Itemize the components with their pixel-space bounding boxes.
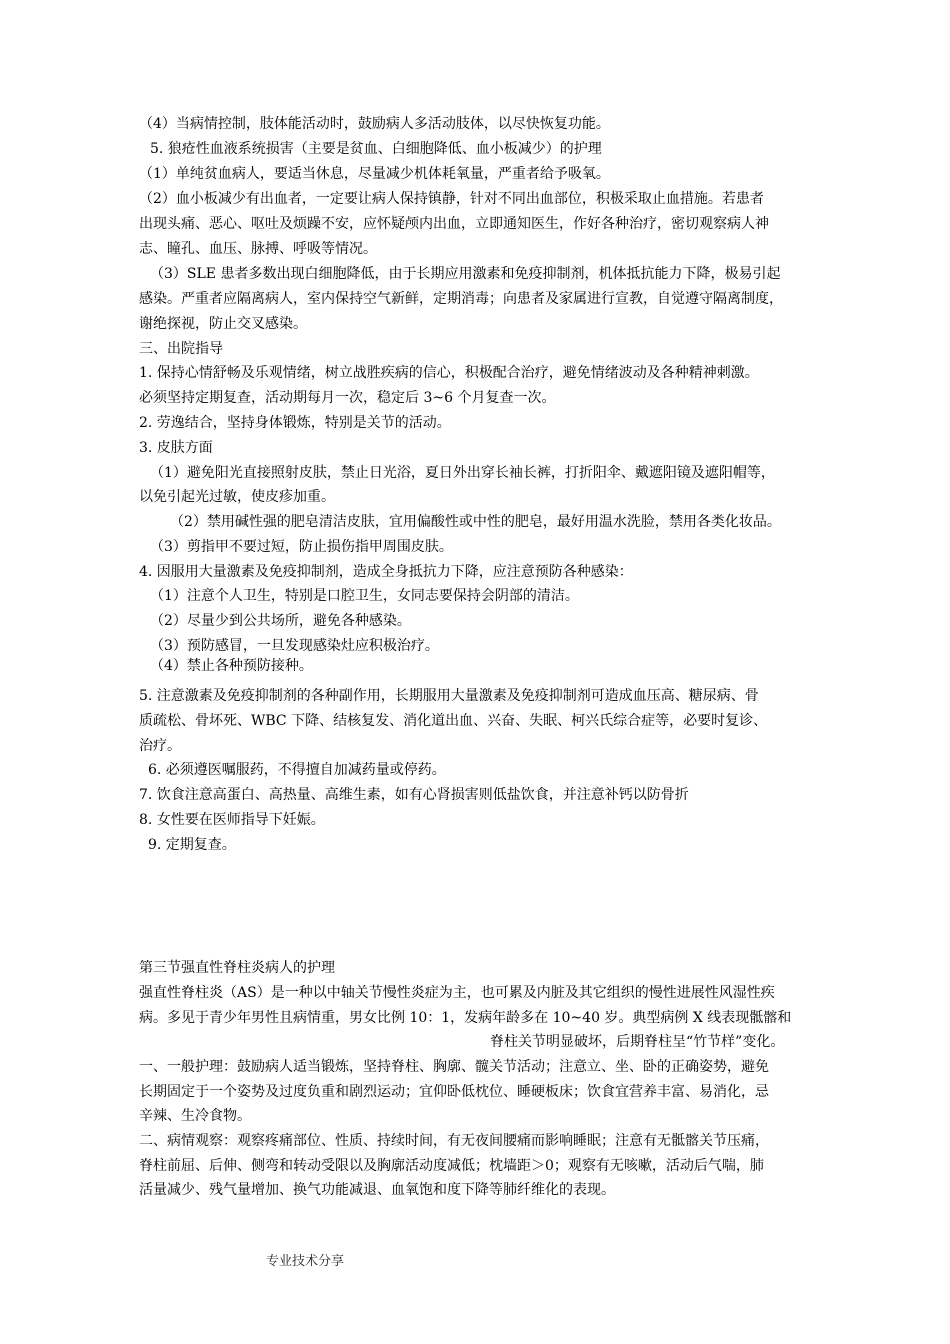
text-line: 5. 狼疮性血液系统损害（主要是贫血、白细胞降低、血小板减少）的护理 (150, 141, 602, 157)
section-title: 第三节强直性脊柱炎病人的护理 (139, 960, 335, 976)
text-line: 3. 皮肤方面 (139, 440, 213, 456)
text-line: 7. 饮食注意高蛋白、高热量、高维生素，如有心肾损害则低盐饮食，并注意补钙以防骨折 (139, 787, 689, 803)
text-line: 谢绝探视，防止交叉感染。 (139, 316, 307, 332)
text-line: 必须坚持定期复查，活动期每月一次，稳定后 3~6 个月复查一次。 (139, 390, 556, 406)
text-line: （2）血小板减少有出血者，一定要让病人保持镇静，针对不同出血部位，积极采取止血措施。若患者 (139, 191, 764, 207)
text-line: 治疗。 (139, 738, 181, 754)
text-line: （4）禁止各种预防接种。 (150, 658, 313, 674)
text-line: （1）注意个人卫生，特别是口腔卫生，女同志要保持会阴部的清洁。 (150, 588, 579, 604)
text-line: （3）SLE 患者多数出现白细胞降低，由于长期应用激素和免疫抑制剂，机体抵抗能力下降，极易引起 (150, 266, 781, 282)
text-line: 志、瞳孔、血压、脉搏、呼吸等情况。 (139, 241, 377, 257)
text-line: 辛辣、生冷食物。 (139, 1108, 251, 1124)
text-line: 一、一般护理：鼓励病人适当锻炼，坚持脊柱、胸廓、髋关节活动；注意立、坐、卧的正确姿势，避免 (139, 1059, 769, 1075)
text-line: 6. 必须遵医嘱服药，不得擅自加减药量或停药。 (148, 762, 446, 778)
text-line: 出现头痛、恶心、呕吐及烦躁不安，应怀疑颅内出血，立即通知医生，作好各种治疗，密切观察病人神 (139, 216, 769, 232)
text-line: 强直性脊柱炎（AS）是一种以中轴关节慢性炎症为主，也可累及内脏及其它组织的慢性进展性风湿性疾 (139, 985, 775, 1001)
text-line: 9. 定期复查。 (148, 837, 236, 853)
text-line: （1）单纯贫血病人，要适当休息，尽量减少机体耗氧量，严重者给予吸氧。 (139, 166, 610, 182)
text-line: 活量减少、残气量增加、换气功能减退、血氧饱和度下降等肺纤维化的表现。 (139, 1182, 615, 1198)
text-line: （4）当病情控制，肢体能活动时，鼓励病人多活动肢体，以尽快恢复功能。 (139, 116, 610, 132)
text-line: （3）剪指甲不要过短，防止损伤指甲周围皮肤。 (150, 539, 453, 555)
text-line: 5. 注意激素及免疫抑制剂的各种副作用，长期服用大量激素及免疫抑制剂可造成血压高、糖尿病、骨 (139, 688, 759, 704)
text-line: 病。多见于青少年男性且病情重，男女比例 10：1，发病年龄多在 10~40 岁。典型病例 X 线表现骶髂和 (139, 1010, 792, 1026)
text-line: 长期固定于一个姿势及过度负重和剧烈运动；宜仰卧低枕位、睡硬板床；饮食宜营养丰富、易消化，忌 (139, 1084, 769, 1100)
text-line: 质疏松、骨坏死、WBC 下降、结核复发、消化道出血、兴奋、失眠、柯兴氏综合症等，必要时复诊、 (139, 713, 768, 729)
page-footer: 专业技术分享 (266, 1254, 345, 1269)
text-line: 8. 女性要在医师指导下妊娠。 (139, 812, 325, 828)
text-line: 1. 保持心情舒畅及乐观情绪，树立战胜疾病的信心，积极配合治疗，避免情绪波动及各种精神刺激。 (139, 365, 759, 381)
text-line: 二、病情观察：观察疼痛部位、性质、持续时间，有无夜间腰痛而影响睡眠；注意有无骶髂关节压痛， (139, 1133, 769, 1149)
text-line: 以免引起光过敏，使皮疹加重。 (139, 489, 335, 505)
text-line: （2）禁用碱性强的肥皂清洁皮肤，宜用偏酸性或中性的肥皂，最好用温水洗脸，禁用各类化妆品。 (170, 514, 781, 530)
text-line: （2）尽量少到公共场所，避免各种感染。 (150, 613, 411, 629)
text-line: 4. 因服用大量激素及免疫抑制剂，造成全身抵抗力下降，应注意预防各种感染： (139, 564, 633, 580)
section-heading: 三、出院指导 (139, 341, 223, 357)
text-line: 感染。严重者应隔离病人，室内保持空气新鲜，定期消毒；向患者及家属进行宣教，自觉遵守隔离制度， (139, 291, 783, 307)
text-line: 脊柱前屈、后伸、侧弯和转动受限以及胸廓活动度减低；枕墙距＞0；观察有无咳嗽，活动后气喘，肺 (139, 1158, 764, 1174)
text-line: 脊柱关节明显破坏，后期脊柱呈“竹节样”变化。 (490, 1034, 785, 1050)
text-line: 2. 劳逸结合，坚持身体锻炼，特别是关节的活动。 (139, 415, 451, 431)
text-line: （1）避免阳光直接照射皮肤，禁止日光浴，夏日外出穿长袖长裤，打折阳伞、戴遮阳镜及遮阳帽等， (150, 465, 775, 481)
text-line: （3）预防感冒，一旦发现感染灶应积极治疗。 (150, 638, 439, 654)
